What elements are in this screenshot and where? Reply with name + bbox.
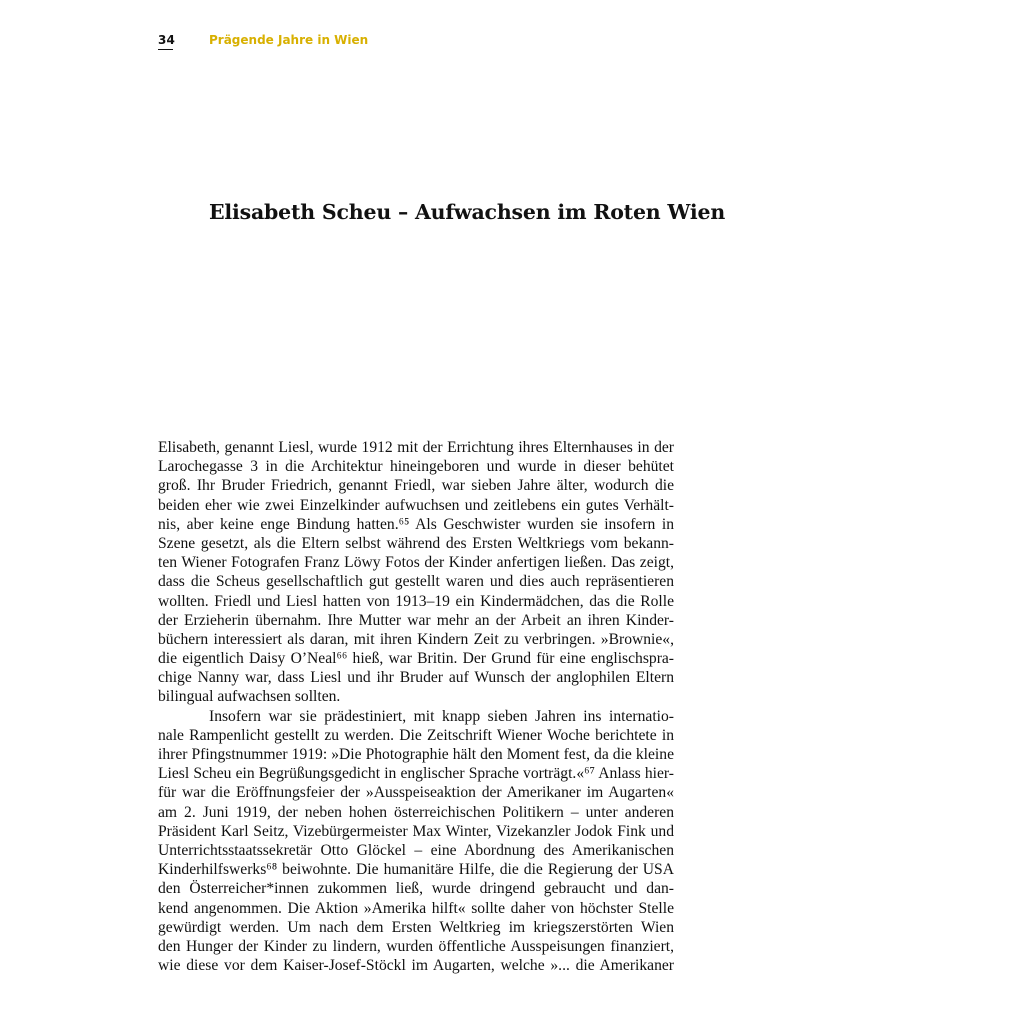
text-line: beiden eher wie zwei Einzelkinder aufwuchsen und zeitlebens ein gutes Verhält- [158,496,674,514]
text-line: den Hunger der Kinder zu lindern, wurden öffentliche Ausspeisungen finanziert, [158,937,674,955]
text-line: den Österreicher*innen zukommen ließ, wurde dringend gebraucht und dan- [158,880,674,898]
text-line: Unterrichtsstaatssekretär Otto Glöckel – eine Abordnung des Amerikanischen [158,841,674,859]
text-line: die eigentlich Daisy O’Neal⁶⁶ hieß, war Britin. Der Grund für eine englischspra- [158,650,674,668]
text-line: ihrer Pfingstnummer 1919: »Die Photographie hält den Moment fest, da die kleine [158,746,674,763]
text-line: Elisabeth, genannt Liesl, wurde 1912 mit der Errichtung ihres Elternhauses in der [158,439,674,456]
text-line: Insofern war sie prädestiniert, mit knapp sieben Jahren ins internatio- [209,707,674,725]
page-number: 34 [158,33,173,50]
text-line: nis, aber keine enge Bindung hatten.⁶⁵ Als Geschwister wurden sie insofern in [158,515,674,533]
text-line: gewürdigt werden. Um nach dem Ersten Weltkrieg im kriegszerstörten Wien [158,918,674,936]
text-line: Liesl Scheu ein Begrüßungsgedicht in englischer Sprache vorträgt.«⁶⁷ Anlass hier- [158,765,674,783]
text-line: büchern interessiert als daran, mit ihren Kindern Zeit zu verbringen. »Brownie«, [158,630,674,648]
text-line: bilingual aufwachsen sollten. [158,688,341,706]
text-line: kend angenommen. Die Aktion »Amerika hilft« sollte daher von höchster Stelle [158,899,674,917]
text-line: nale Rampenlicht gestellt zu werden. Die Zeitschrift Wiener Woche berichtete in [158,726,674,744]
text-line: Szene gesetzt, als die Eltern selbst während des Ersten Weltkriegs vom bekann- [158,534,674,552]
text-line: dass die Scheus gesellschaftlich gut gestellt waren und dies auch repräsentieren [158,573,674,591]
text-line: am 2. Juni 1919, der neben hohen österreichischen Politikern – unter anderen [158,803,674,821]
text-line: Larochegasse 3 in die Architektur hineingeboren und wurde in dieser behütet [158,458,674,476]
text-line: chige Nanny war, dass Liesl und ihr Bruder auf Wunsch der anglophilen Eltern [158,669,674,687]
chapter-title: Elisabeth Scheu – Aufwachsen im Roten Wien [209,200,726,224]
text-line: für war die Eröffnungsfeier der »Ausspeiseaktion der Amerikaner im Augarten« [158,784,674,802]
text-line: wollten. Friedl und Liesl hatten von 1913–19 ein Kindermädchen, das die Rolle [158,592,674,610]
running-title: Prägende Jahre in Wien [209,33,369,47]
text-line: Präsident Karl Seitz, Vizebürgermeister Max Winter, Vizekanzler Jodok Fink und [158,822,674,840]
text-line: Kinderhilfswerks⁶⁸ beiwohnte. Die humanitäre Hilfe, die die Regierung der USA [158,861,674,879]
text-line: ten Wiener Fotografen Franz Löwy Fotos der Kinder anfertigen ließen. Das zeigt, [158,554,674,572]
text-line: wie diese vor dem Kaiser-Josef-Stöckl im Augarten, welche »... die Amerikaner [158,957,674,975]
text-line: der Erzieherin übernahm. Ihre Mutter war mehr an der Arbeit an ihren Kinder- [158,611,674,629]
text-line: groß. Ihr Bruder Friedrich, genannt Friedl, war sieben Jahre älter, wodurch die [158,477,674,495]
body-text [158,438,674,975]
